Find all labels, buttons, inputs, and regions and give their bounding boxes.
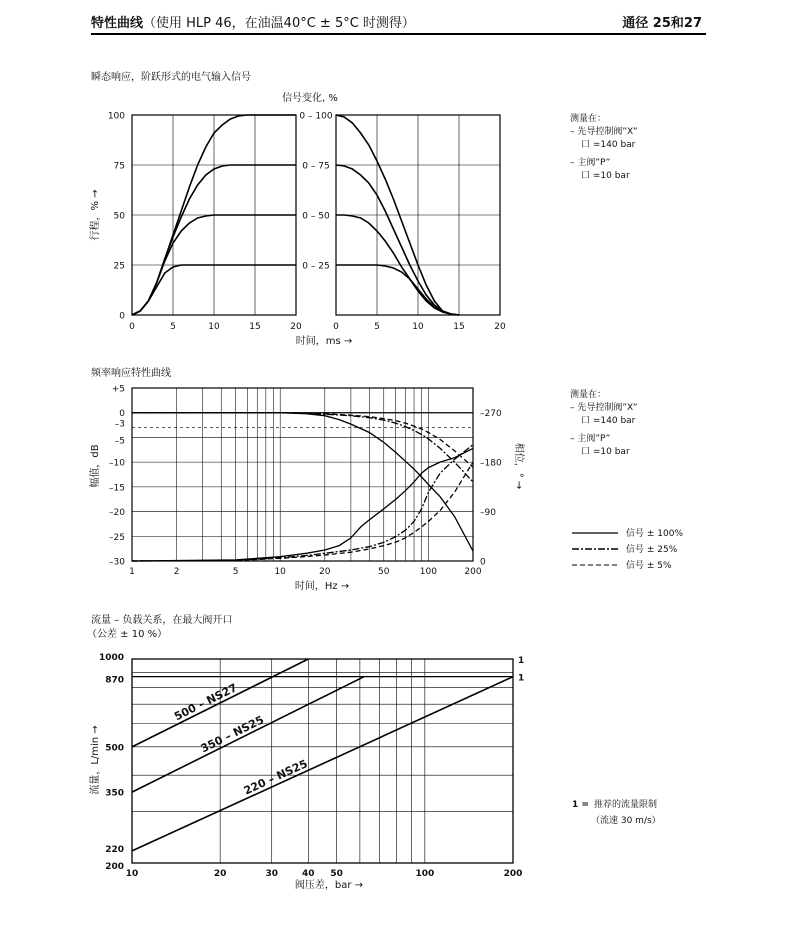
freq-x-tick: 1 <box>129 567 135 577</box>
freq-y-axis-label: 幅值，dB <box>90 444 101 488</box>
step-x-tick: 10 <box>412 322 424 332</box>
flow-y-tick: 870 <box>105 675 124 686</box>
freq-x-tick: 5 <box>232 567 239 577</box>
flow-series-label: 220 – NS25 <box>241 757 310 798</box>
freq-legend-item: 口 =140 bar <box>581 416 636 426</box>
step-center-label: 0 – 25 <box>302 261 330 272</box>
freq-y-right-tick: –270 <box>480 409 502 420</box>
legend-series-name: 信号 ± 100% <box>626 529 683 539</box>
freq-legend-item: 口 =10 bar <box>581 447 630 457</box>
freq-chart-title: 频率响应特性曲线 <box>91 368 171 379</box>
step-x-tick: 15 <box>249 322 261 332</box>
step-y-tick: 50 <box>113 211 125 222</box>
flow-note-sub: （流速 30 m/s） <box>591 816 661 826</box>
flow-curve <box>132 677 364 792</box>
flow-x-tick: 30 <box>265 869 278 879</box>
freq-y-tick: –25 <box>109 532 125 543</box>
flow-x-tick: 20 <box>213 869 227 879</box>
flow-note-key: 1 = <box>572 800 589 810</box>
freq-y-tick: –5 <box>114 436 125 447</box>
flow-chart-subtitle: （公差 ± 10 %） <box>87 629 168 640</box>
freq-y-right-tick: –90 <box>480 508 496 519</box>
freq-legend-item: – 主阀”P” <box>570 434 611 444</box>
freq-x-tick: 10 <box>274 567 286 577</box>
step-tick-labels <box>108 112 506 333</box>
step-x-tick: 0 <box>129 322 135 332</box>
step-x-tick: 5 <box>170 322 176 332</box>
step-response-chart <box>88 70 638 347</box>
step-x-axis-label: 时间，ms → <box>295 336 353 347</box>
freq-y-tick: –15 <box>109 483 125 494</box>
freq-y-right-tick: –180 <box>480 458 502 469</box>
step-y-tick: 100 <box>107 111 125 122</box>
flow-y-tick: 350 <box>105 788 124 799</box>
flow-x-tick: 50 <box>330 869 343 879</box>
frequency-response-chart <box>88 366 683 592</box>
step-fall-grid <box>336 115 500 315</box>
freq-y-tick: –20 <box>109 508 125 519</box>
step-chart-title: 瞬态响应，阶跃形式的电气输入信号 <box>91 72 251 83</box>
freq-y-tick: –10 <box>109 458 125 469</box>
flow-x-tick: 10 <box>125 869 139 879</box>
step-legend-item: 口 =10 bar <box>581 171 630 181</box>
step-x-tick: 10 <box>208 322 220 332</box>
step-legend-item: – 先导控制阀”X” <box>570 127 638 137</box>
step-x-tick: 5 <box>374 322 380 332</box>
flow-y-tick: 1000 <box>98 653 124 663</box>
freq-x-tick: 20 <box>319 567 331 577</box>
step-y-tick: 75 <box>113 161 125 172</box>
flow-curves <box>132 659 513 851</box>
flow-chart-title: 流量 – 负载关系，在最大阀开口 <box>91 615 233 626</box>
flow-note-text: 推荐的流量限制 <box>594 800 658 810</box>
flow-x-tick: 200 <box>503 869 523 879</box>
flow-series-label: 500 – NS27 <box>172 681 240 724</box>
step-y-tick: 25 <box>113 261 125 272</box>
nominal-size-label: 通径 25和27 <box>622 16 702 31</box>
flow-x-axis-label: 阀压差，bar → <box>294 880 364 891</box>
fall-curve <box>336 165 459 315</box>
step-center-label: 0 – 100 <box>299 111 333 122</box>
step-signal-label: 信号变化, % <box>282 93 338 104</box>
flow-load-chart <box>87 613 661 891</box>
flow-y-tick: 200 <box>105 862 124 872</box>
flow-x-tick: 40 <box>302 869 315 879</box>
freq-x-axis-label: 时间，Hz → <box>294 581 350 592</box>
flow-limit-marker: 1 <box>518 656 525 666</box>
flow-y-axis-label: 流量，L/min → <box>90 725 101 795</box>
flow-limit-marker: 1 <box>518 673 525 684</box>
freq-x-tick: 100 <box>419 567 437 577</box>
freq-x-tick: 2 <box>173 567 180 577</box>
step-x-tick: 20 <box>290 322 302 332</box>
step-legend-item: 口 =140 bar <box>581 140 636 150</box>
step-x-tick: 20 <box>494 322 506 332</box>
step-center-label: 0 – 75 <box>302 161 330 172</box>
freq-legend <box>570 388 683 571</box>
flow-tick-labels <box>99 653 524 879</box>
flow-note <box>572 798 661 826</box>
freq-y-right-axis-label: 相位，° → <box>513 442 524 490</box>
step-center-label: 0 – 50 <box>302 211 330 222</box>
step-x-tick: 15 <box>453 322 465 332</box>
step-legend-heading: 测量在： <box>570 114 607 124</box>
flow-x-tick: 100 <box>415 869 435 879</box>
step-legend <box>570 112 638 181</box>
freq-legend-item: – 先导控制阀”X” <box>570 403 638 413</box>
freq-y-tick: +5 <box>111 384 125 395</box>
step-legend-item: – 主阀”P” <box>570 158 611 168</box>
freq-x-tick: 200 <box>464 567 482 577</box>
flow-grid <box>132 659 513 863</box>
legend-series-name: 信号 ± 25% <box>626 545 678 555</box>
flow-y-tick: 220 <box>105 844 124 855</box>
page-title: 特性曲线（使用 HLP 46，在油温40°C ± 5°C 时测得） <box>91 16 415 31</box>
legend-series-name: 信号 ± 5% <box>626 561 672 571</box>
freq-x-tick: 50 <box>378 567 390 577</box>
flow-plot-frame <box>132 659 513 863</box>
freq-y-tick: –3 <box>114 419 125 430</box>
freq-y-right-tick: 0 <box>480 557 486 568</box>
step-y-tick: 0 <box>119 311 125 322</box>
flow-y-tick: 500 <box>105 743 124 754</box>
freq-y-tick: –30 <box>109 557 125 568</box>
flow-series-label: 350 – NS25 <box>198 713 266 756</box>
step-x-tick: 0 <box>333 322 339 332</box>
freq-legend-heading: 测量在： <box>570 390 607 400</box>
freq-y-tick: 0 <box>119 409 125 420</box>
step-y-axis-label: 行程，% → <box>90 189 101 241</box>
step-center-labels <box>299 112 332 272</box>
